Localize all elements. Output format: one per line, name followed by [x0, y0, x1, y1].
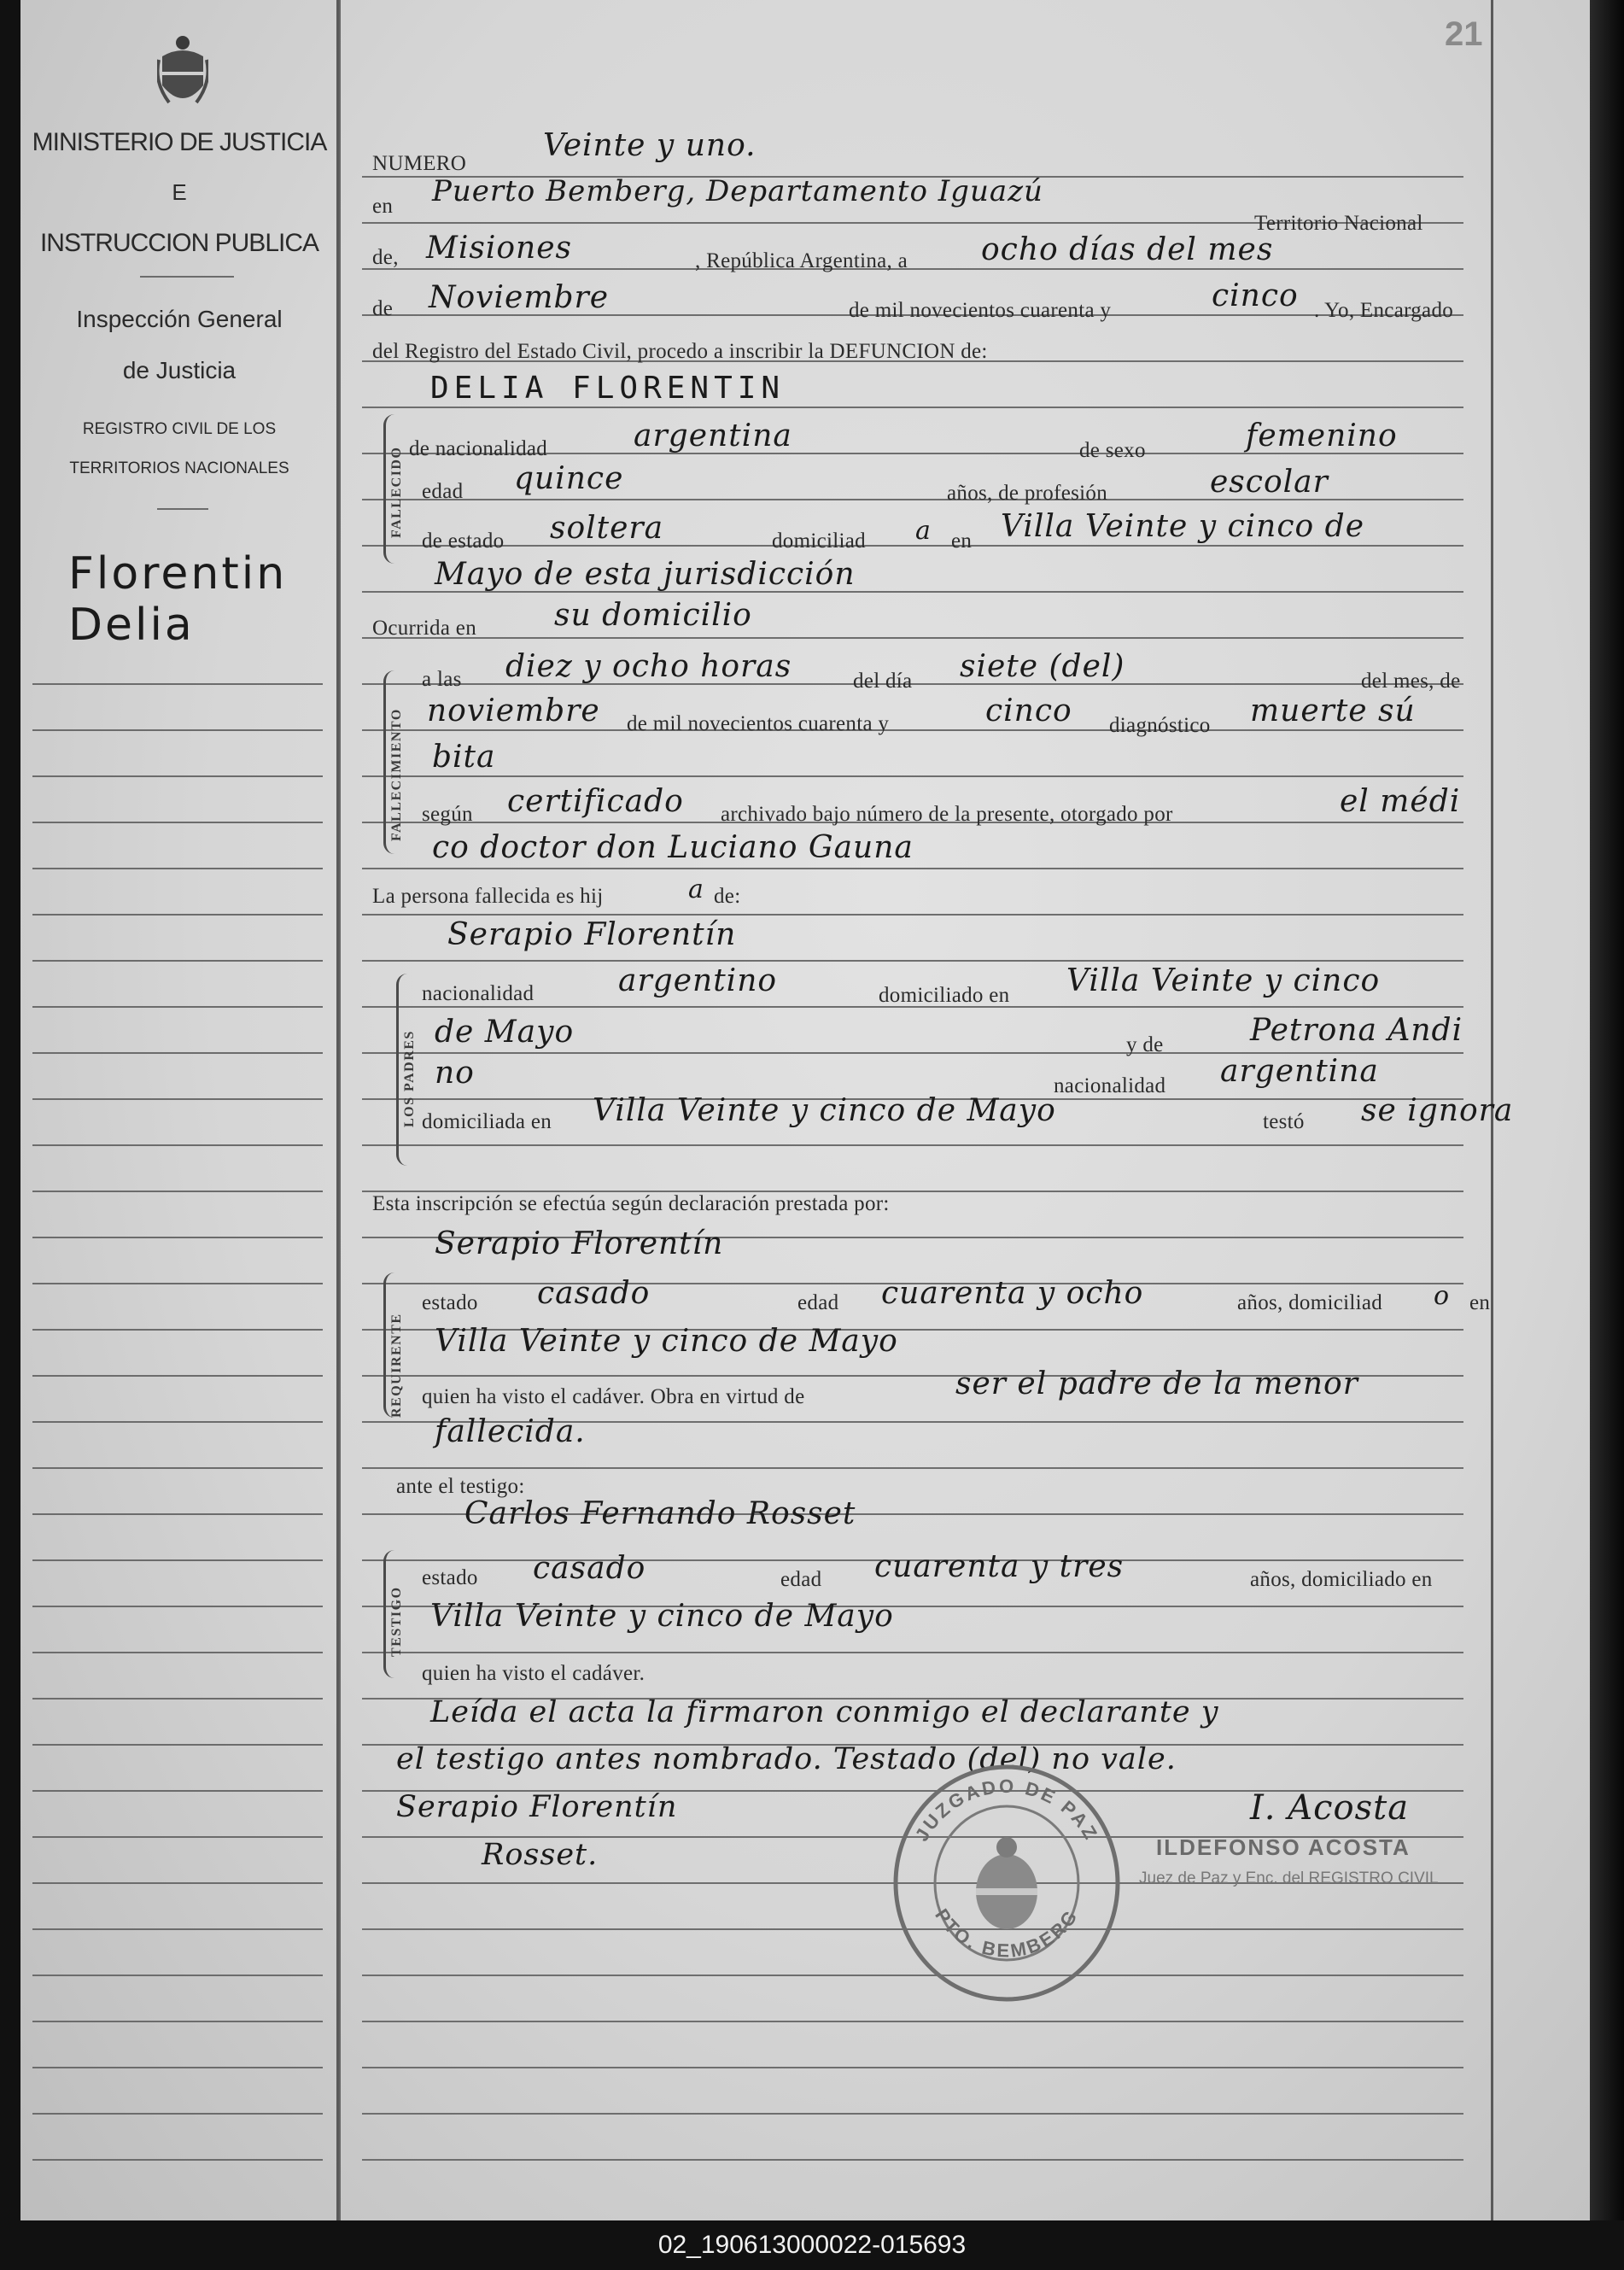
label-anos-profesion: años, de profesión [947, 482, 1107, 505]
margin-ruled-line [32, 1882, 323, 1884]
label-persona: La persona fallecida es hij [372, 885, 604, 908]
hw-padre-dom2: de Mayo [435, 1015, 575, 1050]
margin-ruled-line [32, 1606, 323, 1607]
registry-line1: REGISTRO CIVIL DE LOS [82, 420, 277, 438]
margin-ruled-line [32, 2067, 323, 2068]
form-ruled-line [362, 729, 1463, 731]
margin-ruled-line [32, 1975, 323, 1976]
label-t-quien: quien ha visto el cadáver. [422, 1662, 646, 1685]
label-edad: edad [422, 480, 464, 503]
label-territorio: Territorio Nacional [1254, 212, 1423, 235]
label-domiciliado: domiciliad [772, 529, 866, 553]
label-archivado: archivado bajo número de la presente, otorgado por [721, 803, 1173, 826]
hw-t-estado: casado [533, 1551, 646, 1586]
hw-hora: diez y ocho horas [505, 649, 792, 684]
label-testigo: TESTIGO [389, 1586, 404, 1657]
hw-edad: quince [514, 461, 624, 496]
form-ruled-line [362, 1652, 1463, 1653]
ministry-line1: MINISTERIO DE JUSTICIA [32, 128, 327, 156]
hw-r-virtud2: fallecida. [435, 1414, 586, 1449]
margin-ruled-line [32, 1329, 323, 1331]
margin-ruled-line [32, 1191, 323, 1192]
form-ruled-line [362, 2159, 1463, 2161]
hw-diagnostico1: muerte sú [1250, 693, 1416, 728]
form-ruled-line [362, 637, 1463, 639]
form-ruled-line [362, 2067, 1463, 2068]
hw-r-domiciliad-suffix: o [1434, 1281, 1451, 1311]
official-title: Juez de Paz y Enc. del REGISTRO CIVIL [1139, 1869, 1439, 1887]
margin-ruled-line [32, 1928, 323, 1930]
hw-dia: ocho días del mes [981, 232, 1274, 267]
margin-ruled-line [32, 1559, 323, 1561]
label-p-domiciliada: domiciliada en [422, 1110, 552, 1133]
hw-madre2: no [435, 1056, 475, 1091]
margin-ruled-line [32, 2021, 323, 2022]
form-ruled-line [362, 1144, 1463, 1146]
left-margin [20, 0, 341, 2220]
label-r-estado: estado [422, 1291, 478, 1314]
hw-padre-dom1: Villa Veinte y cinco [1066, 963, 1381, 998]
official-signature-block [1130, 1834, 1439, 1888]
margin-ruled-line [32, 775, 323, 777]
hw-segun: certificado [507, 784, 684, 819]
hw-sexo: femenino [1246, 418, 1398, 453]
form-ruled-line [362, 914, 1463, 916]
label-numero: NUMERO [372, 152, 467, 175]
hw-diagnostico2: bita [432, 740, 496, 775]
margin-ruled-line [32, 822, 323, 823]
hw-madre-nac: argentina [1220, 1054, 1379, 1089]
label-r-anos: años, domiciliad [1237, 1291, 1383, 1314]
inspection-line1: Inspección General [76, 306, 283, 332]
label-p-nacionalidad: nacionalidad [422, 982, 535, 1005]
label-registro: del Registro del Estado Civil, procedo a inscribir la DEFUNCION de: [372, 340, 988, 363]
label-fallecimiento: FALLECIMIENTO [389, 708, 404, 841]
margin-given-name: Delia [68, 600, 195, 651]
hw-anio-fall: cinco [985, 693, 1072, 728]
margin-ruled-line [32, 1283, 323, 1284]
hw-cierre2: el testigo antes nombrado. Testado (del) no vale. [396, 1742, 1177, 1776]
form-ruled-line [362, 2021, 1463, 2022]
label-persona-de: de: [714, 885, 741, 908]
hw-otorgado1: el médi [1340, 784, 1461, 819]
label-yo-encargado: . Yo, Encargado [1314, 299, 1454, 322]
hw-nacionalidad: argentina [634, 418, 792, 453]
label-diagnostico: diagnóstico [1109, 714, 1211, 737]
hw-r-virtud1: ser el padre de la menor [955, 1366, 1358, 1401]
form-ruled-line [362, 868, 1463, 869]
margin-ruled-line [32, 1513, 323, 1515]
registry-line2: TERRITORIOS NACIONALES [69, 459, 289, 477]
form-ruled-line [362, 775, 1463, 777]
label-testo: testó [1263, 1110, 1305, 1133]
hw-t-dom: Villa Veinte y cinco de Mayo [430, 1599, 894, 1634]
label-r-en: en [1469, 1291, 1491, 1314]
hw-mes-fall: noviembre [427, 693, 600, 728]
image-id-caption: 02_190613000022-015693 [657, 2231, 967, 2259]
label-t-edad: edad [780, 1568, 822, 1591]
label-mil-yo: de mil novecientos cuarenta y [849, 299, 1112, 322]
margin-ruled-line [32, 914, 323, 916]
hw-anio: cinco [1212, 278, 1299, 313]
label-ocurrida: Ocurrida en [372, 617, 476, 640]
hw-hija-suffix: a [688, 875, 704, 904]
margin-ruled-line [32, 1098, 323, 1100]
hw-mes: Noviembre [429, 280, 610, 315]
label-y-de: y de [1126, 1033, 1164, 1056]
margin-ruled-line [32, 1790, 323, 1792]
hw-padre: Serapio Florentín [447, 917, 737, 952]
margin-ruled-line [32, 1698, 323, 1700]
hw-testigo: Carlos Fernando Rosset [464, 1496, 856, 1531]
margin-ruled-line [32, 683, 323, 685]
ministry-line2: E [172, 179, 187, 205]
label-t-anos: años, domiciliado en [1250, 1568, 1433, 1591]
label-estado: de estado [422, 529, 505, 553]
hw-ocurrida: su domicilio [554, 598, 752, 633]
margin-ruled-line [32, 1052, 323, 1054]
hw-dia-fall: siete (del) [960, 649, 1125, 684]
svg-text:JUZGADO DE PAZ [911, 1776, 1103, 1845]
hw-firma1: Serapio Florentín [396, 1790, 678, 1824]
label-fallecido: FALLECIDO [389, 446, 404, 538]
margin-ruled-line [32, 2159, 323, 2161]
margin-ruled-line [32, 868, 323, 869]
ministry-line3: INSTRUCCION PUBLICA [39, 229, 319, 257]
hw-lugar: Puerto Bemberg, Departamento Iguazú [432, 174, 1043, 208]
official-stamp [887, 1755, 1126, 2003]
hw-r-edad: cuarenta y ocho [881, 1276, 1144, 1311]
margin-ruled-line [32, 1652, 323, 1653]
form-ruled-line [362, 1467, 1463, 1469]
hw-requirente: Serapio Florentín [435, 1226, 724, 1261]
hw-otorgado2: co doctor don Luciano Gauna [432, 830, 914, 865]
label-p-domiciliado: domiciliado en [879, 984, 1010, 1007]
official-name: ILDEFONSO ACOSTA [1156, 1834, 1411, 1860]
label-de: de, [372, 246, 399, 269]
label-sexo: de sexo [1079, 439, 1146, 462]
margin-ruled-line [32, 1421, 323, 1423]
margin-ruled-line [32, 1237, 323, 1238]
margin-ruled-line [32, 1836, 323, 1838]
margin-ruled-line [32, 1006, 323, 1008]
label-en: en [372, 195, 394, 218]
hw-nombre: DELIA FLORENTIN [430, 371, 786, 406]
margin-ruled-line [32, 2113, 323, 2115]
margin-ruled-line [32, 1744, 323, 1746]
hw-domicilio2: Mayo de esta jurisdicción [435, 557, 856, 592]
hw-r-estado: casado [537, 1276, 651, 1311]
hw-territorio: Misiones [426, 231, 573, 266]
hw-firma3: I. Acosta [1250, 1788, 1410, 1828]
margin-ruled-line [32, 1375, 323, 1377]
margin-ruled-line [32, 1144, 323, 1146]
label-del-dia: del día [853, 670, 913, 693]
hw-cierre1: Leída el acta la firmaron conmigo el declarante y [430, 1695, 1219, 1729]
label-requirente: REQUIRENTE [389, 1313, 404, 1418]
label-nacionalidad: de nacionalidad [409, 437, 548, 460]
stamp-emblem-icon [976, 1837, 1037, 1929]
hw-madre1: Petrona Andi [1250, 1013, 1463, 1048]
form-ruled-line [362, 960, 1463, 962]
label-republica: , República Argentina, a [695, 249, 908, 272]
label-a-las: a las [422, 668, 462, 691]
form-ruled-line [362, 407, 1463, 408]
hw-estado: soltera [550, 511, 664, 546]
hw-firma2: Rosset. [482, 1838, 599, 1872]
hw-r-dom: Villa Veinte y cinco de Mayo [435, 1324, 898, 1359]
label-r-edad: edad [797, 1291, 839, 1314]
margin-ruled-line [32, 1467, 323, 1469]
hw-profesion: escolar [1210, 465, 1329, 500]
form-ruled-line [362, 268, 1463, 270]
hw-padre-nac: argentino [618, 963, 778, 998]
label-del-mes: del mes, de [1361, 670, 1461, 693]
left-rule [336, 0, 339, 2220]
book-binding-edge [1590, 0, 1624, 2220]
coat-of-arms-icon [157, 34, 208, 113]
hw-numero: Veinte y uno. [543, 128, 757, 163]
stamp-top-text: JUZGADO DE PAZ [910, 1775, 1103, 1846]
label-r-quien: quien ha visto el cadáver. Obra en virtud de [422, 1385, 805, 1408]
hw-madre-dom: Villa Veinte y cinco de Mayo [593, 1093, 1056, 1128]
hw-domicilio1: Villa Veinte y cinco de [1001, 509, 1364, 544]
label-en-dom: en [951, 529, 973, 553]
hw-domiciliado-suffix: a [915, 516, 932, 546]
inspection-line2: de Justicia [122, 357, 237, 383]
stamp-bottom-text: PTO. BEMBERG [931, 1904, 1083, 1962]
label-p-nacionalidad2: nacionalidad [1054, 1074, 1166, 1097]
hw-testo: se ignora [1361, 1093, 1514, 1128]
paper-sheet [20, 0, 1598, 2220]
label-inscripcion: Esta inscripción se efectúa según declaración prestada por: [372, 1192, 890, 1215]
form-ruled-line [362, 545, 1463, 547]
label-t-estado: estado [422, 1566, 478, 1589]
margin-ruled-line [32, 729, 323, 731]
page-number: 21 [1445, 15, 1483, 53]
form-ruled-line [362, 2113, 1463, 2115]
label-mil-diag: de mil novecientos cuarenta y [627, 712, 890, 735]
label-ante: ante el testigo: [396, 1475, 525, 1498]
hw-t-edad: cuarenta y tres [874, 1549, 1125, 1584]
label-segun: según [422, 803, 473, 826]
margin-ruled-line [32, 960, 323, 962]
label-de2: de [372, 297, 394, 320]
label-padres: LOS PADRES [402, 1030, 417, 1127]
margin-surname: Florentin [68, 548, 288, 600]
